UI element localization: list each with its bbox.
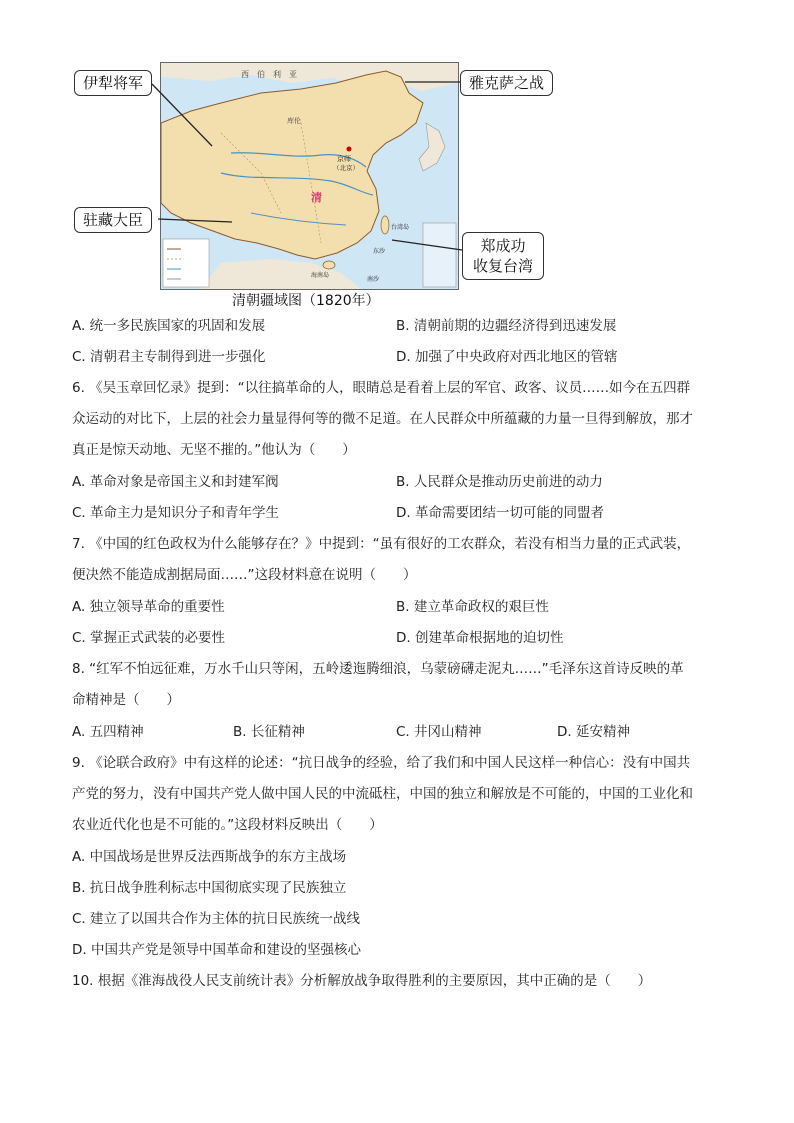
- q8-option-b: B. 长征精神: [233, 724, 305, 740]
- jingshi-label: 京师: [337, 155, 351, 163]
- q9-stem: [72, 748, 722, 841]
- q9-line-2: 产党的努力，没有中国共产党人做中国人民的中流砥柱，中国的独立和解放是不可能的，中国的工业化和: [72, 786, 693, 802]
- q10-line-1: 10. 根据《淮海战役人民支前统计表》分析解放战争取得胜利的主要原因，其中正确的是（ ）: [72, 973, 652, 989]
- q9-option-b: B. 抗日战争胜利标志中国彻底实现了民族独立: [72, 880, 347, 896]
- q8-line-1: 8. “红军不怕远征难，万水千山只等闲，五岭逶迤腾细浪，乌蒙磅礴走泥丸……”毛泽东这首诗反映的革: [72, 661, 684, 677]
- q6-line-2: 众运动的对比下，上层的社会力量显得何等的微不足道。在人民群众中所蕴藏的力量一旦得到解放，那才: [72, 411, 693, 427]
- siberia-label: 西 伯 利 亚: [241, 70, 297, 79]
- q9-line-1: 9. 《论联合政府》中有这样的论述：“抗日战争的经验，给了我们和中国人民这样一种信心：没有中国共: [72, 755, 691, 771]
- q6-option-a: A. 革命对象是帝国主义和封建军阀: [72, 474, 279, 490]
- q6-line-1: 6. 《吴玉章回忆录》提到：“以往搞革命的人，眼睛总是看着上层的军官、政客、议员……如今在五四群: [72, 380, 691, 396]
- q6-option-d: D. 革命需要团结一切可能的同盟者: [396, 505, 604, 521]
- zheng-line-1: 郑成功: [480, 237, 526, 255]
- taiwan-leader: [392, 240, 462, 250]
- map-caption: 清朝疆域图（1820年）: [232, 293, 380, 309]
- q5-option-d: D. 加强了中央政府对西北地区的管辖: [396, 349, 618, 365]
- q6-line-3: 真正是惊天动地、无坚不摧的。”他认为（ ）: [72, 442, 356, 458]
- dongsha-label: 东沙: [373, 248, 386, 255]
- ili-leader: [152, 84, 212, 146]
- q7-option-c: C. 掌握正式武装的必要性: [72, 630, 226, 646]
- taiwan-label: 台湾岛: [391, 224, 410, 231]
- zheng-line-2: 收复台湾: [473, 257, 534, 275]
- nansha-label: 南沙: [367, 276, 380, 283]
- q6-option-c: C. 革命主力是知识分子和青年学生: [72, 505, 280, 521]
- q7-option-b: B. 建立革命政权的艰巨性: [396, 599, 549, 615]
- q8-line-2: 命精神是（ ）: [72, 692, 180, 708]
- q7-line-1: 7. 《中国的红色政权为什么能够存在？》中提到：“虽有很好的工农群众，若没有相当力量的正式武装，: [72, 536, 691, 552]
- q6-option-b: B. 人民群众是推动历史前进的动力: [396, 474, 603, 490]
- q9-option-d: D. 中国共产党是领导中国革命和建设的坚强核心: [72, 942, 361, 958]
- q9-option-a: A. 中国战场是世界反法西斯战争的东方主战场: [72, 849, 347, 865]
- kulun-label: 库伦: [287, 117, 301, 125]
- hainan-label: 海南岛: [311, 272, 330, 279]
- q7-line-2: 便决然不能造成割据局面……”这段材料意在说明（ ）: [72, 567, 417, 583]
- q8-option-a: A. 五四精神: [72, 724, 144, 740]
- q9-option-c: C. 建立了以国共合作为主体的抗日民族统一战线: [72, 911, 361, 927]
- q10-stem: [72, 966, 722, 997]
- q8-option-c: C. 井冈山精神: [396, 724, 482, 740]
- ili-general-label: 伊犁将军: [74, 70, 152, 96]
- q9-line-3: 农业近代化也是不可能的。”这段材料反映出（ ）: [72, 817, 383, 833]
- q7-option-a: A. 独立领导革命的重要性: [72, 599, 225, 615]
- yaksa-battle-label: 雅克萨之战: [460, 70, 553, 96]
- tibet-minister-label: 驻藏大臣: [74, 207, 152, 233]
- q8-option-d: D. 延安精神: [557, 724, 630, 740]
- qing-label: 清: [311, 191, 322, 204]
- q5-option-c: C. 清朝君主专制得到进一步强化: [72, 349, 266, 365]
- beijing-label: （北京）: [333, 164, 359, 172]
- q7-stem: [72, 529, 722, 591]
- q8-stem: [72, 654, 722, 716]
- tibet-leader: [158, 219, 232, 222]
- zheng-chenggong-label: [462, 232, 544, 280]
- q7-option-d: D. 创建革命根据地的迫切性: [396, 630, 564, 646]
- callout-leaders: [0, 0, 794, 320]
- qing-territory-map: [0, 0, 794, 320]
- q5-option-b: B. 清朝前期的边疆经济得到迅速发展: [396, 318, 617, 334]
- q5-option-a: A. 统一多民族国家的巩固和发展: [72, 318, 266, 334]
- q6-stem: [72, 373, 722, 466]
